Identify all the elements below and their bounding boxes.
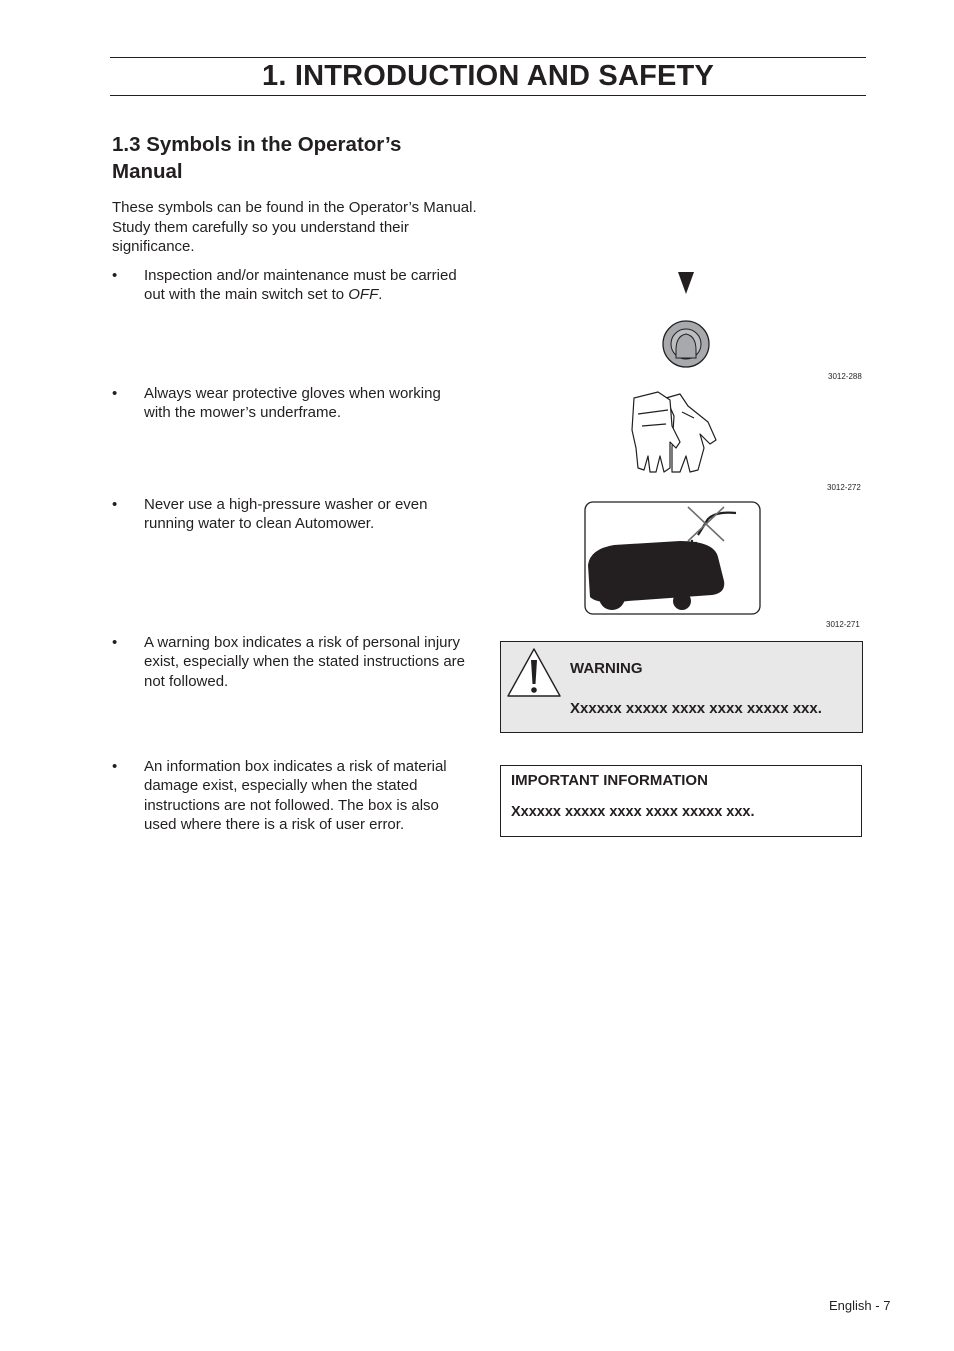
bullet-line: instructions are not followed. The box is also — [144, 796, 439, 814]
bullet-line: exist, especially when the stated instructions are — [144, 653, 465, 671]
figure-code-gloves: 3012-272 — [827, 483, 861, 492]
bullet-warning-box — [112, 633, 497, 691]
warning-title: WARNING — [570, 660, 643, 677]
bullet-line: An information box indicates a risk of material — [144, 758, 447, 775]
bullet-info-box — [112, 757, 492, 834]
figure-code-washer: 3012-271 — [826, 620, 860, 629]
bullet-text — [144, 757, 492, 834]
warning-text: Xxxxxx xxxxx xxxx xxxx xxxxx xxx. — [570, 700, 822, 717]
bullet-text — [144, 495, 492, 534]
protective-gloves-icon — [628, 386, 724, 478]
bullet-line: out with the main switch set to — [144, 286, 349, 304]
warning-box — [500, 641, 863, 733]
bullet-marker: • — [112, 634, 118, 651]
bullet-line: Never use a high-pressure washer or even — [144, 496, 428, 513]
bullet-marker: • — [112, 385, 118, 402]
intro-line: significance. — [112, 238, 195, 255]
intro-paragraph — [112, 198, 512, 257]
bullet-marker: • — [112, 496, 118, 513]
main-switch-off-icon — [660, 270, 714, 370]
off-emphasis: OFF — [348, 286, 379, 304]
intro-line: Study them carefully so you understand their — [112, 218, 409, 236]
bullet-line: Always wear protective gloves when working — [144, 385, 441, 402]
chapter-title: 1. INTRODUCTION AND SAFETY — [110, 57, 866, 96]
intro-line: These symbols can be found in the Operator’s Manual. — [112, 199, 477, 216]
section-title — [112, 131, 472, 185]
bullet-line: not followed. — [144, 672, 229, 690]
section-title-line: Manual — [112, 160, 183, 183]
arrow-down-icon — [678, 272, 694, 294]
bullet-washer — [112, 495, 492, 534]
bullet-marker: • — [112, 267, 118, 284]
bullet-line: A warning box indicates a risk of personal injury — [144, 634, 460, 651]
bullet-line: used where there is a risk of user error. — [144, 815, 405, 833]
bullet-line: with the mower’s underframe. — [144, 404, 342, 422]
info-title: IMPORTANT INFORMATION — [511, 772, 708, 789]
bullet-gloves — [112, 384, 492, 423]
figure-code-switch: 3012-288 — [828, 372, 862, 381]
no-washer-icon — [584, 501, 761, 615]
important-information-box — [500, 765, 862, 837]
bullet-line: Inspection and/or maintenance must be carried — [144, 267, 457, 284]
bullet-text — [144, 384, 492, 423]
bullet-line: running water to clean Automower. — [144, 515, 375, 533]
bullet-text — [144, 266, 492, 305]
info-text: Xxxxxx xxxxx xxxx xxxx xxxxx xxx. — [511, 804, 755, 820]
bullet-line-suffix: . — [378, 286, 383, 304]
page-number: English - 7 — [829, 1298, 891, 1313]
bullet-main-switch — [112, 266, 492, 305]
bullet-line: damage exist, especially when the stated — [144, 777, 418, 795]
bullet-text — [144, 633, 497, 691]
warning-triangle-icon — [505, 646, 563, 700]
section-title-line: 1.3 Symbols in the Operator’s — [112, 133, 402, 156]
bullet-marker: • — [112, 758, 118, 775]
